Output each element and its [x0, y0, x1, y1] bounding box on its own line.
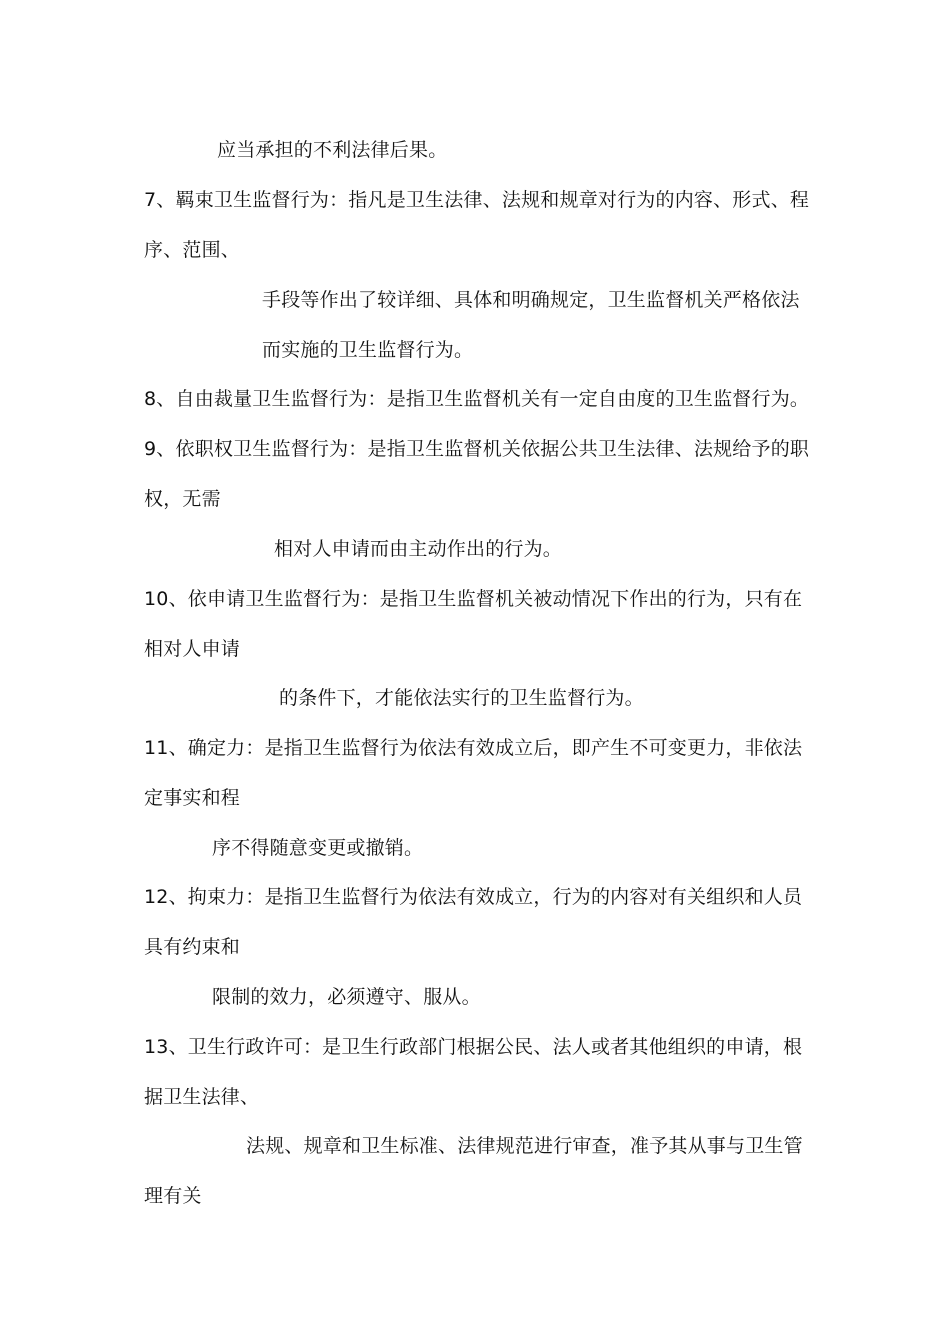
term-11-line: 11、确定力：是指卫生监督行为依法有效成立后，即产生不可变更力，非依法 [144, 737, 803, 759]
text-line: 具有约束和 [144, 936, 241, 958]
text-line: 限制的效力，必须遵守、服从。 [212, 986, 481, 1008]
term-12-line: 12、拘束力：是指卫生监督行为依法有效成立，行为的内容对有关组织和人员 [144, 886, 803, 908]
text-line: 的条件下，才能依法实行的卫生监督行为。 [279, 687, 644, 709]
text-line: 据卫生法律、 [144, 1086, 260, 1108]
text-line: 而实施的卫生监督行为。 [262, 339, 474, 361]
term-13-line: 13、卫生行政许可：是卫生行政部门根据公民、法人或者其他组织的申请，根 [144, 1036, 803, 1058]
text-line: 理有关 [144, 1185, 202, 1207]
term-9-line: 9、依职权卫生监督行为：是指卫生监督机关依据公共卫生法律、法规给予的职 [144, 438, 810, 460]
text-line: 手段等作出了较详细、具体和明确规定，卫生监督机关严格依法 [262, 289, 800, 311]
text-line: 权，无需 [144, 488, 221, 510]
text-line: 应当承担的不利法律后果。 [217, 139, 448, 161]
text-line: 相对人申请而由主动作出的行为。 [274, 538, 563, 560]
text-line: 定事实和程 [144, 787, 241, 809]
term-8-line: 8、自由裁量卫生监督行为：是指卫生监督机关有一定自由度的卫生监督行为。 [144, 388, 810, 410]
text-line: 序、范围、 [144, 239, 241, 261]
term-7-line: 7、羁束卫生监督行为：指凡是卫生法律、法规和规章对行为的内容、形式、程 [144, 189, 810, 211]
text-line: 法规、规章和卫生标准、法律规范进行审查，准予其从事与卫生管 [246, 1135, 803, 1157]
text-line: 相对人申请 [144, 638, 241, 660]
term-10-line: 10、依申请卫生监督行为：是指卫生监督机关被动情况下作出的行为，只有在 [144, 588, 803, 610]
text-line: 序不得随意变更或撤销。 [212, 837, 424, 859]
